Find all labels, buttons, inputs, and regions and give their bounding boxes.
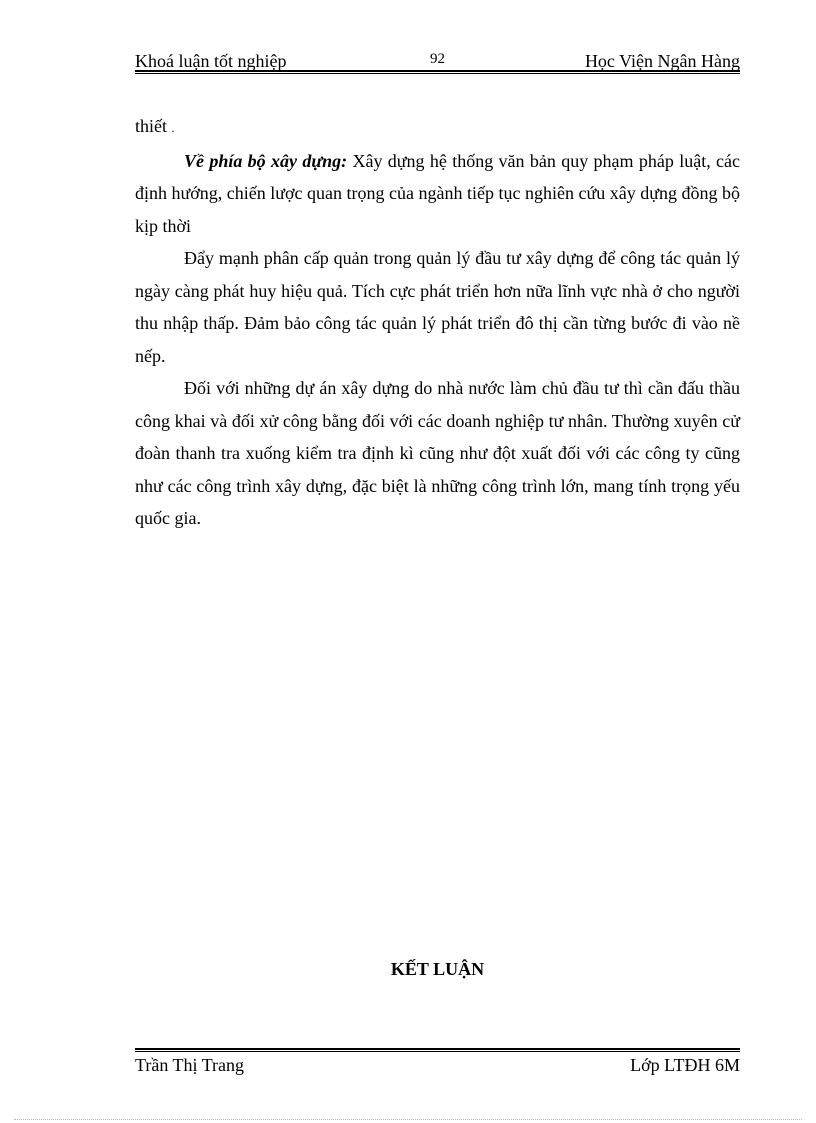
page-edge-dotted-line bbox=[14, 1119, 802, 1120]
page-number: 92 bbox=[430, 51, 445, 67]
header-institution: Học Viện Ngân Hàng bbox=[584, 51, 740, 71]
carryover-word: thiết bbox=[135, 116, 167, 136]
paragraph-decentralization: Đẩy mạnh phân cấp quản trong quản lý đầu tư xây dựng để công tác quản lý ngày càng phát huy hiệu quả. Tích cực phát triển hơn nữa lĩnh vực nhà ở cho người thu nhập thấp. Đảm bảo công tác quản lý phát triển đô thị cần từng bước đi vào nề nếp. bbox=[135, 248, 740, 366]
paragraph-lead-heading: Về phía bộ xây dựng: bbox=[184, 150, 348, 171]
footer-divider bbox=[135, 1048, 740, 1052]
document-body bbox=[135, 110, 740, 535]
carryover-dot: . bbox=[171, 121, 175, 135]
header-thesis-label: Khoá luận tốt nghiệp bbox=[135, 51, 287, 71]
header-divider bbox=[135, 70, 740, 74]
carryover-line bbox=[135, 110, 740, 145]
paragraph-state-projects: Đối với những dự án xây dựng do nhà nước làm chủ đầu tư thì cần đấu thầu công khai và đối xử công bằng đối với các doanh nghiệp tư nhân. Thường xuyên cử đoàn thanh tra xuống kiểm tra định kì cũng như đột xuất đối với các công ty cũng như các công trình xây dựng, đặc biệt là những công trình lớn, mang tính trọng yếu quốc gia. bbox=[135, 378, 740, 528]
paragraph-ministry bbox=[135, 145, 740, 243]
section-title-conclusion: KẾT LUẬN bbox=[390, 959, 485, 979]
footer-author: Trần Thị Trang bbox=[135, 1055, 245, 1075]
footer-class: Lớp LTĐH 6M bbox=[630, 1055, 740, 1075]
paragraph-ministry-text: Xây dựng hệ thống văn bản quy phạm pháp luật, các định hướng, chiến lược quan trọng của ngành tiếp tục nghiên cứu xây dựng đồng bộ kịp thời bbox=[135, 150, 740, 236]
page-footer bbox=[135, 1054, 740, 1078]
